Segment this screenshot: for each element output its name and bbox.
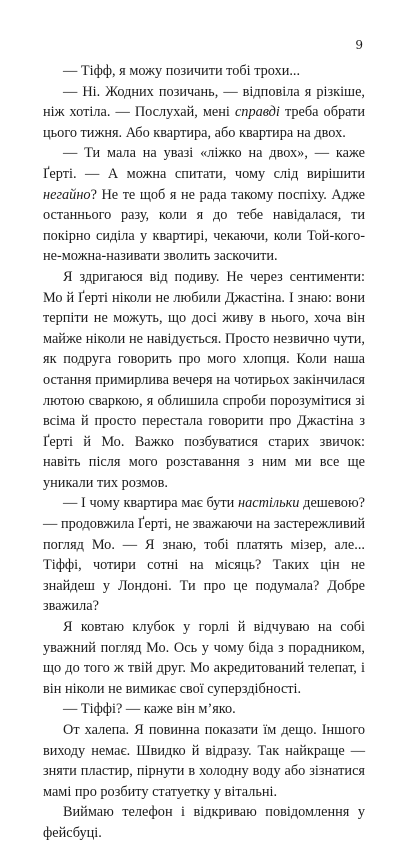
emphasized-text: негайно: [43, 186, 91, 203]
text-run: ? Не те щоб я не рада такому поспіху. Адже останнього разу, коли я до тебе навідалася, ти покірно сиділа у квартирі, чекаючи, коли Той-кого-не-можна-називати зволить заскочити.: [43, 186, 365, 265]
body-text: [43, 61, 365, 844]
text-run: — Тіффі? — каже він м’яко.: [63, 701, 236, 718]
paragraph: [43, 267, 365, 494]
text-run: Я здригаюся від подиву. Не через сентименти: Мо й Ґерті ніколи не любили Джастіна. І знаю: вони терпіти не можуть, що досі живу в нього, хоча він майже ніколи не навідується. Просто незвично чути, як подруга говорить про мого хлопця. Коли наша остання примирлива вечеря на чотирьох закінчилася лютою сваркою, я облишила спроби порозумітися зі всіма й просто перестала говорити про Джастіна з Ґерті й Мо. Важко позбуватися старих звичок: навіть після мого розставання з ним ми все ще уникали тих розмов.: [43, 268, 365, 491]
text-run: — Ти мала на увазі «ліжко на двох», — каже Ґерті. — А можна спитати, чому слід вирішити: [43, 145, 365, 182]
text-run: Я ковтаю клубок у горлі й відчуваю на собі уважний погляд Мо. Ось у чому біда з порадником, що до того ж твій друг. Мо акредитований телепат, і він ніколи не вимикає свої суперздібності.: [43, 619, 365, 697]
page-number: 9: [355, 38, 363, 52]
text-run: От халепа. Я повинна показати їм дещо. Іншого виходу немає. Швидко й відразу. Так найкраще — зняти пластир, пірнути в холодну воду або зізнатися мамі про розбиту статуетку у вітальні.: [43, 722, 365, 800]
paragraph: [43, 802, 365, 843]
text-run: — Тіфф, я можу позичити тобі трохи...: [63, 63, 301, 79]
paragraph: [43, 493, 365, 617]
paragraph: [43, 61, 365, 82]
text-run: треба обрати цього тижня. Або квартира, або квартира на двох.: [43, 104, 365, 141]
paragraph: [43, 82, 365, 144]
paragraph: [43, 699, 365, 720]
emphasized-text: справді: [234, 104, 280, 121]
text-run: — Ні. Жодних позичань, — відповіла я різкіше, ніж хотіла. — Послухай, мені: [43, 83, 365, 121]
paragraph: [43, 720, 365, 802]
text-run: Виймаю телефон і відкриваю повідомлення у фейсбуці.: [43, 804, 365, 841]
paragraph: [43, 617, 365, 699]
emphasized-text: настільки: [238, 495, 300, 512]
paragraph: [43, 143, 365, 267]
text-run: дешевою? — продовжила Ґерті, не зважаючи на застережливий погляд Мо. — Я знаю, тобі платять мізер, але... Тіффі, чотири сотні на місяць? Таких цін не знайдеш у Лондоні. Ти про це подумала? Добре зважила?: [43, 495, 365, 615]
text-run: — І чому квартира має бути: [63, 495, 238, 512]
